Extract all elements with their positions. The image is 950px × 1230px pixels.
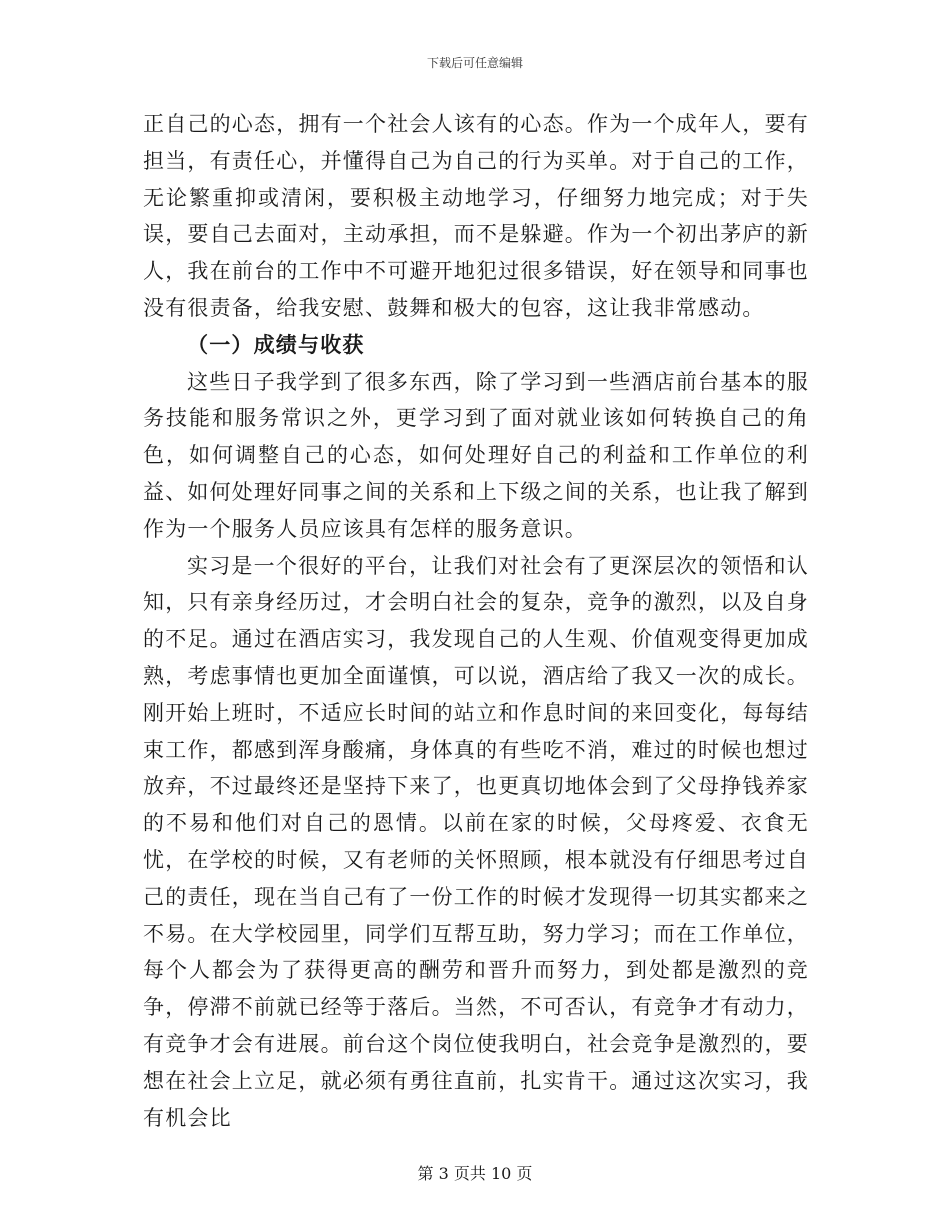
paragraph-internship: 实习是一个很好的平台，让我们对社会有了更深层次的领悟和认知，只有亲身经历过，才会明白社会的复杂，竞争的激烈，以及自身的不足。通过在酒店实习，我发现自己的人生观、价值观变得更加成熟，考虑事情也更加全面谨慎，可以说，酒店给了我又一次的成长。刚开始上班时，不适应长时间的站立和作息时间的来回变化，每每结束工作，都感到浑身酸痛，身体真的有些吃不消，难过的时候也想过放弃，不过最终还是坚持下来了，也更真切地体会到了父母挣钱养家的不易和他们对自己的恩情。以前在家的时候，父母疼爱、衣食无忧，在学校的时候，又有老师的关怀照顾，根本就没有仔细思考过自己的责任，现在当自己有了一份工作的时候才发现得一切其实都来之不易。在大学校园里，同学们互帮互助，努力学习；而在工作单位，每个人都会为了获得更高的酬劳和晋升而努力，到处都是激烈的竞争，停滞不前就已经等于落后。当然，不可否认，有竞争才有动力，有竞争才会有进展。前台这个岗位使我明白，社会竞争是激烈的，要想在社会上立足，就必须有勇往直前，扎实肯干。通过这次实习，我有机会比 <box>143 553 809 1130</box>
paragraph-achievements: 这些日子我学到了很多东西，除了学习到一些酒店前台基本的服务技能和服务常识之外，更学习到了面对就业该如何转换自己的角色，如何调整自己的心态，如何处理好自己的利益和工作单位的利益、如何处理好同事之间的关系和上下级之间的关系，也让我了解到作为一个服务人员应该具有怎样的服务意识。 <box>143 369 809 541</box>
page-header: 下载后可任意编辑 <box>426 56 523 70</box>
page-number: 第 3 页共 10 页 <box>417 1164 533 1183</box>
section-heading: （一）成绩与收获 <box>187 332 365 357</box>
paragraph-continued: 正自己的心态，拥有一个社会人该有的心态。作为一个成年人，要有担当，有责任心，并懂得自己为自己的行为买单。对于自己的工作，无论繁重抑或清闲，要积极主动地学习，仔细努力地完成；对于失误，要自己去面对，主动承担，而不是躲避。作为一个初出茅庐的新人，我在前台的工作中不可避开地犯过很多错误，好在领导和同事也没有很责备，给我安慰、鼓舞和极大的包容，这让我非常感动。 <box>143 112 809 320</box>
document-body <box>143 106 809 1136</box>
